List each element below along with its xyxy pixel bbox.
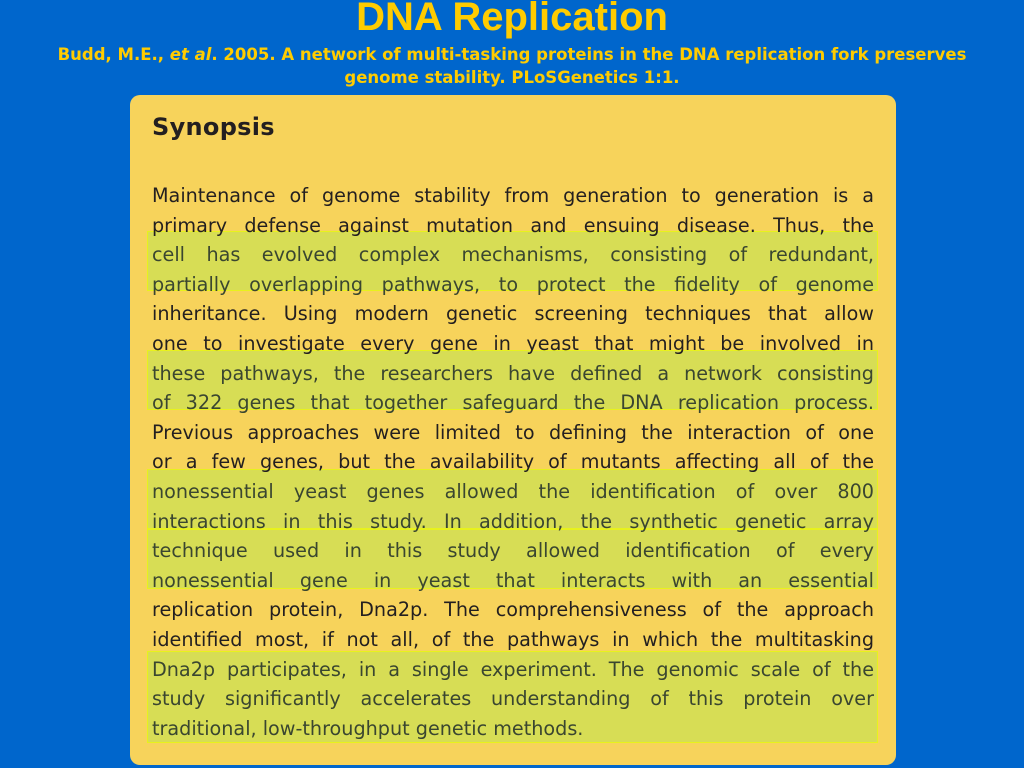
slide-title: DNA Replication bbox=[356, 0, 668, 39]
synopsis-line: Maintenance of genome stability from generation to generation is a bbox=[152, 184, 874, 207]
synopsis-panel bbox=[130, 95, 896, 765]
citation-details: . 2005. A network of multi-tasking proteins in the DNA replication fork preserves genome stability. PLoSGenetics 1:1. bbox=[211, 45, 967, 87]
synopsis-line: identified most, if not all, of the pathways in which the multitasking bbox=[152, 627, 874, 651]
synopsis-line: nonessential yeast genes allowed the identification of over 800 bbox=[152, 479, 874, 503]
synopsis-line: replication protein, Dna2p. The comprehensiveness of the approach bbox=[152, 598, 874, 622]
synopsis-line: cell has evolved complex mechanisms, consisting of redundant, bbox=[152, 243, 874, 267]
citation-et-al: et al bbox=[169, 45, 212, 64]
synopsis-line: nonessential gene in yeast that interacts with an essential bbox=[152, 568, 874, 592]
synopsis-line: these pathways, the researchers have defined a network consisting bbox=[152, 361, 874, 385]
synopsis-line: inheritance. Using modern genetic screening techniques that allow bbox=[152, 302, 874, 326]
synopsis-line: study significantly accelerates understanding of this protein over bbox=[152, 687, 874, 711]
synopsis-line: Dna2p participates, in a single experiment. The genomic scale of the bbox=[152, 657, 874, 681]
synopsis-heading: Synopsis bbox=[152, 113, 275, 141]
synopsis-line: partially overlapping pathways, to protect the fidelity of genome bbox=[152, 272, 874, 296]
synopsis-line: traditional, low-throughput genetic methods. bbox=[152, 716, 584, 740]
synopsis-line: or a few genes, but the availability of mutants affecting all of the bbox=[152, 450, 874, 474]
citation bbox=[40, 43, 984, 89]
synopsis-line: of 322 genes that together safeguard the DNA replication process. bbox=[152, 391, 874, 415]
citation-authors: Budd, M.E., bbox=[57, 45, 170, 64]
synopsis-line: primary defense against mutation and ensuing disease. Thus, the bbox=[152, 213, 874, 237]
synopsis-line: one to investigate every gene in yeast that might be involved in bbox=[152, 331, 874, 355]
synopsis-line: interactions in this study. In addition, the synthetic genetic array bbox=[152, 509, 874, 533]
synopsis-body bbox=[152, 181, 874, 743]
synopsis-line: Previous approaches were limited to defining the interaction of one bbox=[152, 420, 874, 444]
synopsis-line: technique used in this study allowed identification of every bbox=[152, 539, 874, 563]
